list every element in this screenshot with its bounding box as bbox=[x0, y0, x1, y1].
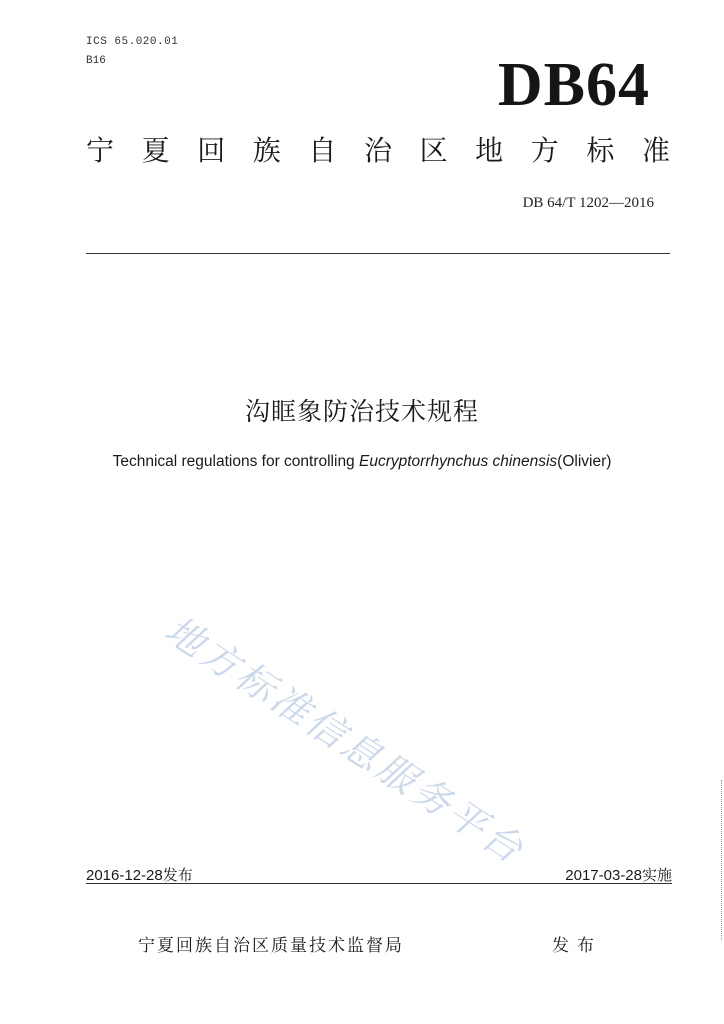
ccs-code: B16 bbox=[86, 55, 106, 67]
issuer-title bbox=[86, 134, 670, 167]
standard-number: DB 64/T 1202—2016 bbox=[522, 195, 654, 211]
title-english-species: Eucryptorrhynchus chinensis bbox=[359, 453, 558, 470]
db-logo: DB64 bbox=[497, 51, 650, 119]
issuer-char: 方 bbox=[530, 134, 559, 167]
title-chinese: 沟眶象防治技术规程 bbox=[244, 397, 479, 426]
issuer-char: 族 bbox=[252, 134, 281, 167]
issuer-char: 宁 bbox=[86, 134, 115, 167]
title-english-suffix: (Olivier) bbox=[557, 453, 612, 470]
watermark: 地方标准信息服务平台 bbox=[157, 607, 534, 874]
issuer-char: 准 bbox=[641, 134, 670, 167]
publish-date: 2016-12-28发布 bbox=[86, 867, 193, 884]
issuing-authority: 宁夏回族自治区质量技术监督局 bbox=[138, 936, 404, 956]
title-english-prefix: Technical regulations for controlling bbox=[112, 453, 359, 470]
issuer-char: 自 bbox=[308, 134, 337, 167]
issuer-char: 地 bbox=[475, 134, 504, 167]
issue-label: 发布 bbox=[552, 936, 602, 956]
issuer-char: 回 bbox=[197, 134, 226, 167]
scan-edge-mark bbox=[721, 780, 722, 940]
issuer-char: 区 bbox=[419, 134, 448, 167]
bottom-divider bbox=[86, 883, 672, 884]
top-divider bbox=[86, 253, 670, 254]
ics-code: ICS 65.020.01 bbox=[86, 36, 179, 48]
issuer-char: 治 bbox=[363, 134, 392, 167]
implementation-date: 2017-03-28实施 bbox=[565, 867, 672, 884]
issuer-char: 标 bbox=[586, 134, 615, 167]
issuer-char: 夏 bbox=[141, 134, 170, 167]
title-english bbox=[0, 453, 724, 471]
